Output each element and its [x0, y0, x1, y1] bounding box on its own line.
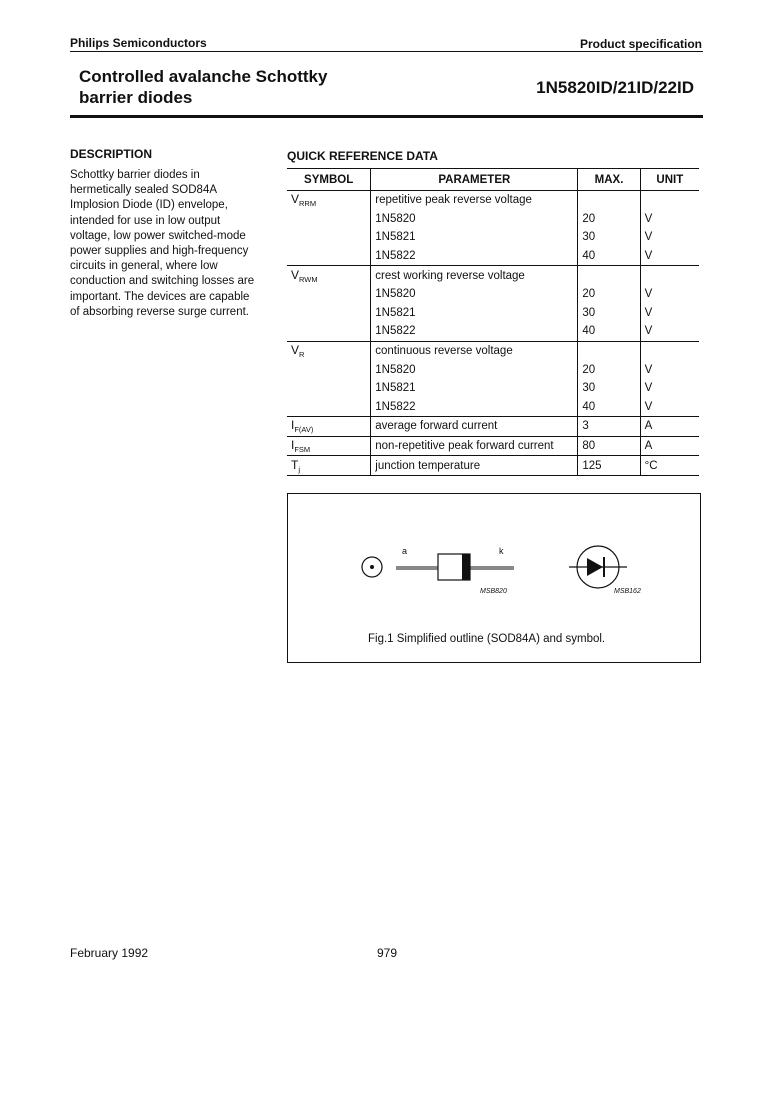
symbol-letter: V	[291, 343, 300, 358]
max-cell: 40	[578, 322, 640, 341]
symbol-cell	[287, 436, 371, 456]
end-view-dot	[370, 565, 374, 569]
unit-cell: A	[640, 436, 699, 456]
header-rule	[70, 51, 703, 52]
table-row	[287, 210, 699, 229]
symbol-letter: T	[291, 457, 299, 472]
max-cell	[578, 341, 640, 360]
symbol-code: MSB162	[614, 588, 641, 595]
table-row	[287, 341, 699, 360]
title-rule	[70, 115, 703, 118]
symbol-letter: V	[291, 192, 300, 207]
max-cell: 30	[578, 379, 640, 398]
symbol-subscript: FSM	[294, 445, 311, 455]
symbol-cell	[287, 210, 371, 229]
description-heading: DESCRIPTION	[70, 147, 153, 161]
unit-cell	[640, 266, 699, 285]
cathode-label: k	[499, 546, 504, 556]
symbol-cell	[287, 266, 371, 285]
symbol-cell	[287, 285, 371, 304]
max-cell: 30	[578, 228, 640, 247]
column-header-parameter: PARAMETER	[371, 169, 578, 191]
symbol-cell	[287, 304, 371, 323]
column-header-max: MAX.	[578, 169, 640, 191]
parameter-cell: 1N5821	[371, 379, 578, 398]
quick-reference-heading: QUICK REFERENCE DATA	[287, 149, 438, 163]
parameter-cell: 1N5820	[371, 210, 578, 229]
max-cell: 20	[578, 360, 640, 379]
symbol-cell	[287, 322, 371, 341]
unit-cell	[640, 341, 699, 360]
symbol-letter: V	[291, 267, 300, 282]
parameter-cell: repetitive peak reverse voltage	[371, 191, 578, 210]
parameter-cell: 1N5822	[371, 398, 578, 417]
max-cell: 3	[578, 417, 640, 437]
parameter-cell: crest working reverse voltage	[371, 266, 578, 285]
symbol-cell	[287, 360, 371, 379]
symbol-subscript: F(AV)	[294, 425, 314, 435]
max-cell: 30	[578, 304, 640, 323]
symbol-cell	[287, 228, 371, 247]
description-line: power supplies and high-frequency	[70, 245, 249, 258]
description-body	[70, 168, 270, 320]
parameter-cell: 1N5820	[371, 285, 578, 304]
unit-cell: °C	[640, 456, 699, 476]
title-line-2: barrier diodes	[79, 88, 193, 107]
part-number: 1N5820ID/21ID/22ID	[536, 78, 694, 97]
table-row	[287, 456, 699, 476]
unit-cell: V	[644, 363, 653, 376]
symbol-cell	[287, 341, 371, 360]
unit-cell: V	[644, 250, 653, 263]
parameter-cell: 1N5821	[371, 304, 578, 323]
description-line: Implosion Diode (ID) envelope,	[70, 199, 228, 212]
max-cell: 20	[578, 285, 640, 304]
symbol-letter: I	[291, 418, 295, 433]
symbol-cell	[287, 417, 371, 437]
symbol-cell	[287, 247, 371, 266]
symbol-cell	[287, 191, 371, 210]
parameter-cell: 1N5820	[371, 360, 578, 379]
column-header-symbol: SYMBOL	[287, 169, 371, 191]
unit-cell: V	[644, 400, 653, 413]
diode-symbol-triangle	[587, 558, 603, 576]
max-cell: 20	[578, 210, 640, 229]
unit-cell: V	[644, 306, 653, 319]
table-header-row	[287, 169, 699, 191]
title-line-1: Controlled avalanche Schottky	[79, 67, 328, 86]
table-row	[287, 247, 699, 266]
max-cell: 80	[578, 436, 640, 456]
max-cell	[578, 266, 640, 285]
description-line: conduction and switching losses are	[70, 275, 255, 288]
symbol-cell	[287, 456, 371, 476]
parameter-cell: junction temperature	[371, 456, 578, 476]
description-line: intended for use in low output	[70, 214, 221, 227]
column-header-unit: UNIT	[640, 169, 699, 191]
outline-code: MSB820	[480, 588, 507, 595]
max-cell: 125	[578, 456, 640, 476]
max-cell: 40	[578, 247, 640, 266]
symbol-cell	[287, 398, 371, 417]
document-title	[79, 66, 399, 108]
spec-type: Product specification	[579, 37, 702, 51]
table-row	[287, 228, 699, 247]
parameter-cell: 1N5822	[371, 247, 578, 266]
description-line: of absorbing reverse surge current.	[70, 305, 249, 318]
parameter-cell: average forward current	[371, 417, 578, 437]
table-row	[287, 379, 699, 398]
parameter-cell: non-repetitive peak forward current	[371, 436, 578, 456]
quick-reference-table	[287, 168, 699, 476]
footer-date: February 1992	[70, 946, 149, 960]
symbol-letter: I	[291, 438, 295, 453]
table-row	[287, 304, 699, 323]
max-cell: 40	[578, 398, 640, 417]
unit-cell: V	[644, 325, 653, 338]
table-row	[287, 436, 699, 456]
parameter-cell: 1N5821	[371, 228, 578, 247]
anode-label: a	[402, 546, 408, 556]
symbol-cell	[287, 379, 371, 398]
table-body	[287, 191, 699, 476]
unit-cell	[640, 191, 699, 210]
description-line: voltage, low power switched-mode	[70, 229, 246, 242]
symbol-subscript: R	[299, 350, 305, 360]
parameter-cell: 1N5822	[371, 322, 578, 341]
unit-cell: A	[640, 417, 699, 437]
company-name: Philips Semiconductors	[70, 36, 207, 50]
description-line: circuits in general, where low	[70, 260, 218, 273]
symbol-subscript: RWM	[299, 274, 318, 284]
description-line: Schottky barrier diodes in	[70, 169, 200, 181]
symbol-subscript: RRM	[299, 199, 317, 209]
unit-cell: V	[644, 231, 653, 244]
table-row	[287, 266, 699, 285]
unit-cell: V	[644, 382, 653, 395]
max-cell	[578, 191, 640, 210]
table-row	[287, 417, 699, 437]
table-row	[287, 285, 699, 304]
symbol-subscript: j	[298, 464, 301, 474]
page-number: 979	[377, 946, 398, 960]
parameter-cell: continuous reverse voltage	[371, 341, 578, 360]
table-row	[287, 398, 699, 417]
unit-cell: V	[644, 212, 653, 225]
table-row	[287, 322, 699, 341]
description-line: important. The devices are capable	[70, 290, 250, 303]
table-row	[287, 360, 699, 379]
table-row	[287, 191, 699, 210]
unit-cell: V	[644, 288, 653, 301]
figure-caption: Fig.1 Simplified outline (SOD84A) and symbol.	[368, 633, 606, 645]
description-line: hermetically sealed SOD84A	[70, 184, 218, 197]
cathode-band	[462, 554, 470, 580]
